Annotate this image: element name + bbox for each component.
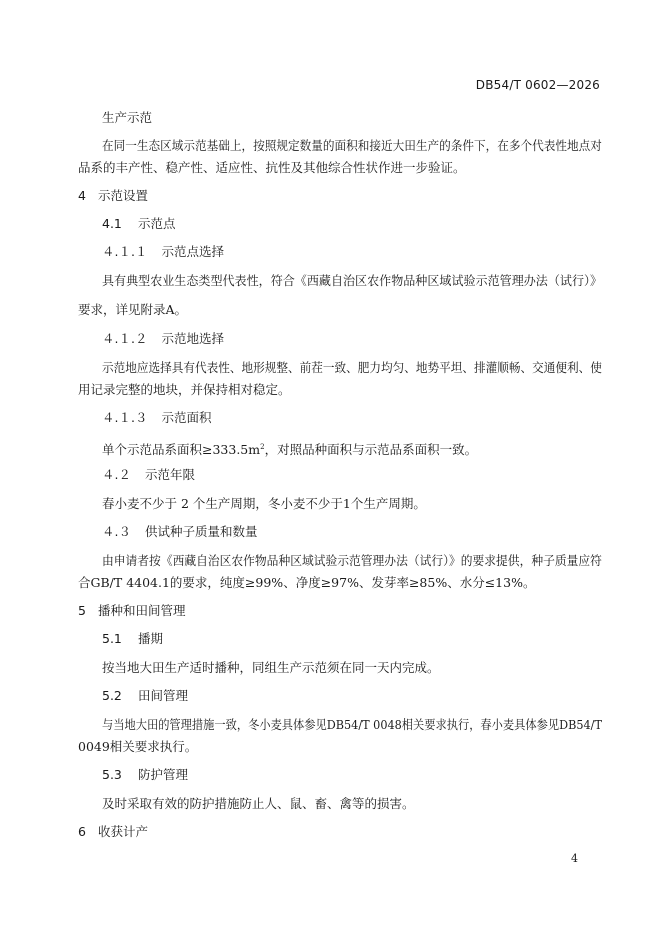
section-number: ４.１.３ xyxy=(102,410,148,425)
term-definition-line-1: 在同一生态区域示范基础上，按照规定数量的面积和接近大田生产的条件下，在多个代表性地点对 xyxy=(102,138,602,153)
section-heading-5 xyxy=(78,603,186,619)
paragraph-5-2-line-2: 0049相关要求执行。 xyxy=(78,739,198,754)
paragraph-4-3-line-1: 由申请者按《西藏自治区农作物品种区域试验示范管理办法（试行）》的要求提供，种子质量应符 xyxy=(102,553,602,568)
section-heading-4-1-2 xyxy=(102,331,224,347)
paragraph-5-2-line-1: 与当地大田的管理措施一致，冬小麦具体参见DB54/T 0048相关要求执行，春小麦具体参见DB54/T xyxy=(102,717,602,732)
section-number: ４.１.２ xyxy=(102,331,148,346)
section-title: 示范点选择 xyxy=(161,244,224,259)
paragraph-5-3-line-1: 及时采取有效的防护措施防止人、鼠、畜、禽等的损害。 xyxy=(102,796,415,811)
section-heading-4-2 xyxy=(102,467,195,483)
section-heading-4 xyxy=(78,188,148,204)
paragraph-4-3-line-2: 合GB/T 4404.1的要求，纯度≥99%、净度≥97%、发芽率≥85%、水分≤13%。 xyxy=(78,575,536,590)
section-number: 5 xyxy=(78,603,86,618)
section-heading-4-3 xyxy=(102,524,258,540)
term-definition-line-2: 品系的丰产性、稳产性、适应性、抗性及其他综合性状作进一步验证。 xyxy=(78,160,466,175)
section-title: 田间管理 xyxy=(138,688,189,703)
section-title: 供试种子质量和数量 xyxy=(144,524,258,539)
section-number: ４.３ xyxy=(102,524,131,539)
section-heading-6 xyxy=(78,824,148,840)
section-heading-4-1-1 xyxy=(102,244,224,260)
section-title: 防护管理 xyxy=(138,767,189,782)
header-rule xyxy=(78,98,600,99)
paragraph-4-1-2-line-2: 用记录完整的地块，并保持相对稳定。 xyxy=(78,382,291,397)
paragraph-4-1-1-line-2: 要求，详见附录A。 xyxy=(78,302,188,317)
section-number: 6 xyxy=(78,824,86,839)
superscript: 2 xyxy=(260,443,265,451)
term-title: 生产示范 xyxy=(102,110,153,125)
section-number: 5.1 xyxy=(102,631,122,646)
paragraph-4-2-line-1: 春小麦不少于 2 个生产周期，冬小麦不少于1个生产周期。 xyxy=(102,496,426,511)
section-number: 5.2 xyxy=(102,688,122,703)
paragraph-5-1-line-1: 按当地大田生产适时播种，同组生产示范须在同一天内完成。 xyxy=(102,660,440,675)
section-title: 示范年限 xyxy=(144,467,195,482)
section-number: 5.3 xyxy=(102,767,122,782)
document-code: DB54/T 0602—2026 xyxy=(475,78,600,92)
paragraph-4-1-2-line-1: 示范地应选择具有代表性、地形规整、前茬一致、肥力均匀、地势平坦、排灌顺畅、交通便利、使 xyxy=(102,360,602,375)
section-number: 4.1 xyxy=(102,216,122,231)
area-text-rest: ，对照品种面积与示范品系面积一致。 xyxy=(264,442,478,457)
section-title: 示范点 xyxy=(138,216,176,231)
page-number: 4 xyxy=(571,852,578,865)
section-title: 收获计产 xyxy=(98,824,149,839)
section-title: 示范面积 xyxy=(161,410,212,425)
section-heading-5-2 xyxy=(102,688,188,704)
section-title: 示范设置 xyxy=(98,188,149,203)
paragraph-4-1-1-line-1: 具有典型农业生态类型代表性，符合《西藏自治区农作物品种区域试验示范管理办法（试行）》 xyxy=(102,273,603,288)
paragraph-4-1-3-line-1 xyxy=(102,439,477,458)
section-number: ４.１.１ xyxy=(102,244,148,259)
section-heading-5-3 xyxy=(102,767,188,783)
section-number: ４.２ xyxy=(102,467,131,482)
section-number: 4 xyxy=(78,188,86,203)
area-text: 单个示范品系面积≥333.5m xyxy=(102,442,261,457)
section-title: 播种和田间管理 xyxy=(98,603,186,618)
section-heading-4-1-3 xyxy=(102,410,211,426)
section-heading-5-1 xyxy=(102,631,163,647)
section-title: 示范地选择 xyxy=(161,331,224,346)
section-heading-4-1 xyxy=(102,216,176,232)
section-title: 播期 xyxy=(138,631,164,646)
